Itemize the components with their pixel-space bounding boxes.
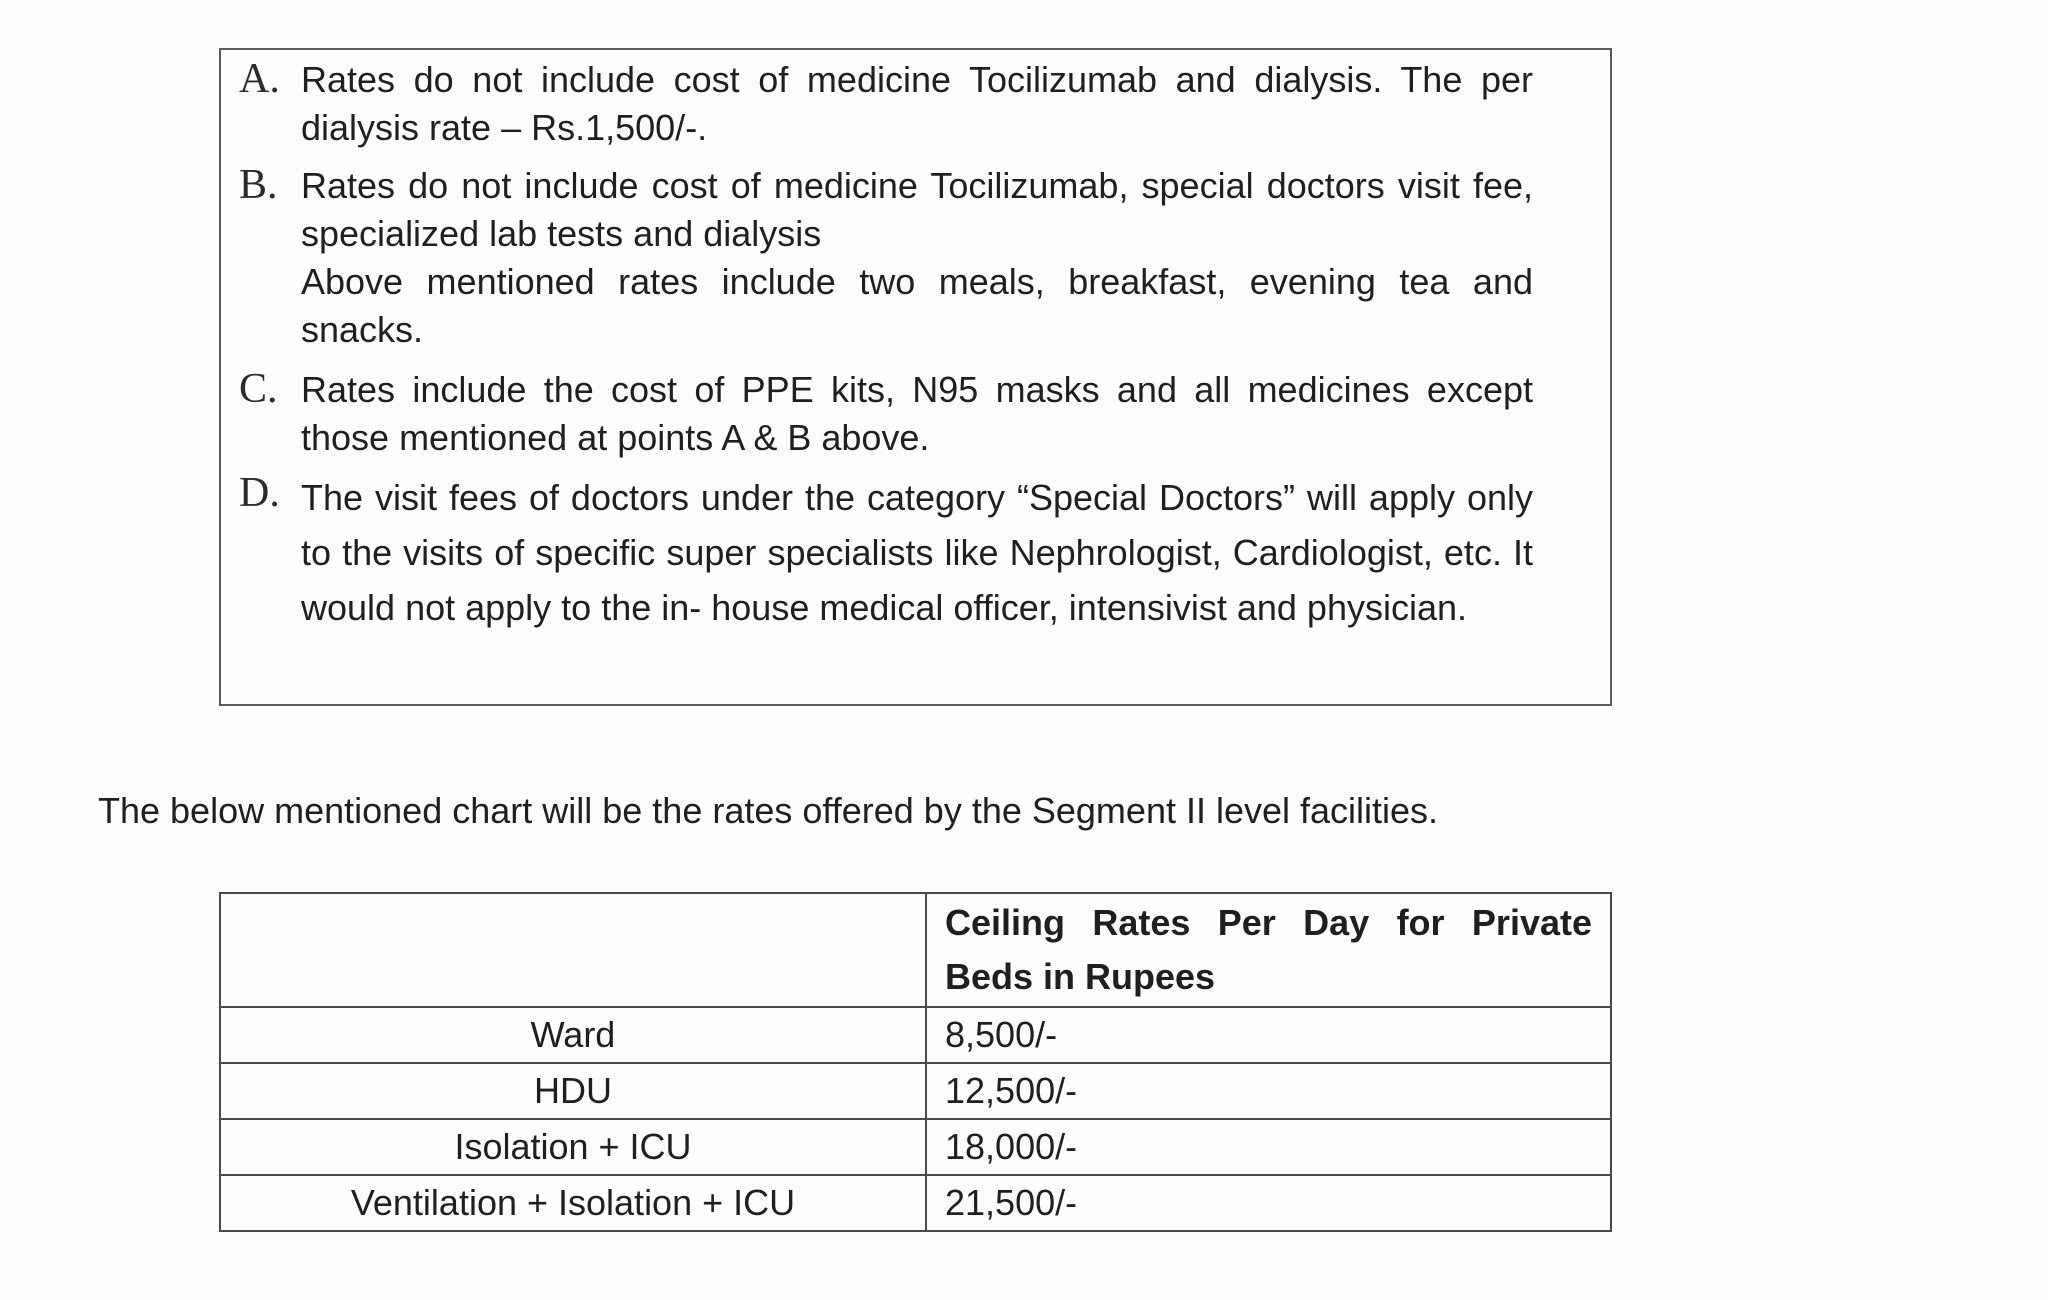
table-row	[220, 1007, 1611, 1063]
rates-table	[219, 892, 1612, 1232]
category-cell: HDU	[220, 1063, 926, 1119]
table-row	[220, 1119, 1611, 1175]
note-text: Rates do not include cost of medicine Tocilizumab, special doctors visit fee, specialized lab tests and dialysis	[301, 165, 1533, 254]
intro-sentence: The below mentioned chart will be the rates offered by the Segment II level facilities.	[98, 790, 1439, 831]
header-rate-cell: Ceiling Rates Per Day for Private Beds in Rupees	[926, 893, 1611, 1007]
note-text: Rates do not include cost of medicine Tocilizumab and dialysis. The per dialysis rate – Rs.1,500/-.	[301, 59, 1533, 148]
notes-box	[219, 48, 1612, 706]
note-letter: C.	[239, 366, 278, 412]
note-letter: D.	[239, 470, 280, 516]
note-letter: B.	[239, 162, 278, 208]
note-a	[239, 56, 1533, 152]
note-c	[239, 366, 1533, 462]
category-cell: Ventilation + Isolation + ICU	[220, 1175, 926, 1231]
rate-cell: 8,500/-	[926, 1007, 1611, 1063]
note-d	[239, 470, 1533, 635]
table-header-row	[220, 893, 1611, 1007]
category-cell: Ward	[220, 1007, 926, 1063]
table-row	[220, 1063, 1611, 1119]
header-blank-cell	[220, 893, 926, 1007]
category-cell: Isolation + ICU	[220, 1119, 926, 1175]
rate-cell: 12,500/-	[926, 1063, 1611, 1119]
rate-cell: 18,000/-	[926, 1119, 1611, 1175]
table-row	[220, 1175, 1611, 1231]
note-extra-text: Above mentioned rates include two meals, breakfast, evening tea and snacks.	[301, 261, 1533, 350]
note-text: Rates include the cost of PPE kits, N95 masks and all medicines except those mentioned at points A & B above.	[301, 369, 1533, 458]
rate-cell: 21,500/-	[926, 1175, 1611, 1231]
note-letter: A.	[239, 56, 280, 102]
note-b	[239, 162, 1533, 354]
note-text: The visit fees of doctors under the category “Special Doctors” will apply only to the visits of specific super specialists like Nephrologist, Cardiologist, etc. It would not apply to the in- house medical officer, intensivist and physician.	[301, 477, 1533, 628]
